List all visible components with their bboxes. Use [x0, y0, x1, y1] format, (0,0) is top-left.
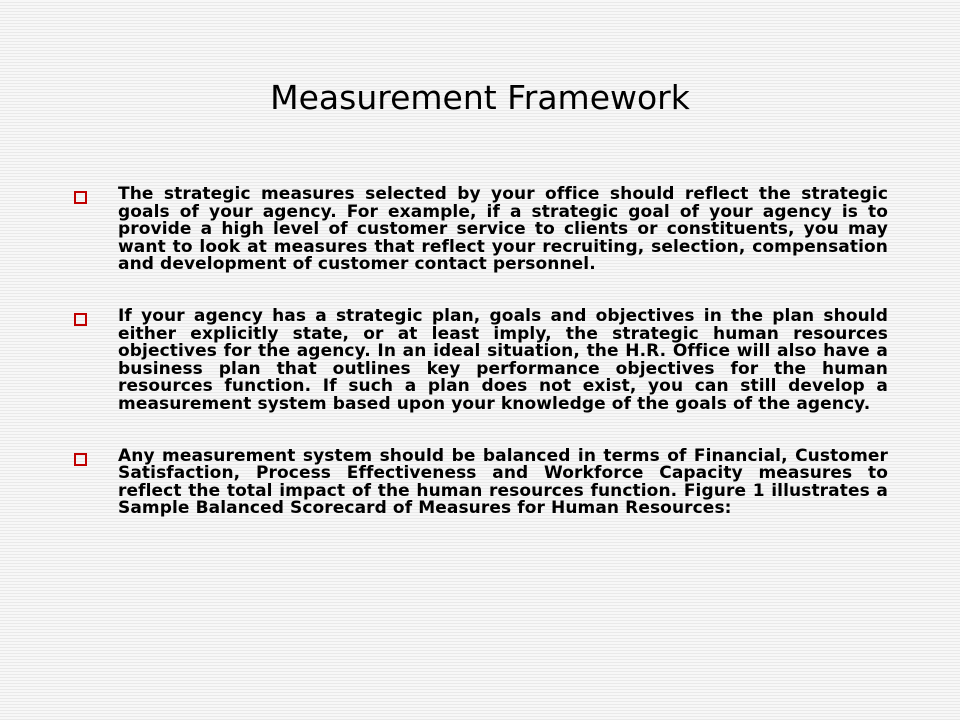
hollow-square-bullet-icon [74, 453, 87, 466]
bullet-text: Any measurement system should be balanced in terms of Financial, Customer Satisfaction, Process Effectiveness and Workforce Capacity measures to reflect the total impact of the human resources function. Figure 1 illustrates a Sample Balanced Scorecard of Measures for Human Resources: [118, 445, 888, 519]
hollow-square-bullet-icon [74, 191, 87, 204]
bullet-item [72, 445, 888, 519]
bullet-list [72, 186, 888, 552]
bullet-item [72, 186, 888, 274]
hollow-square-bullet-icon [74, 313, 87, 326]
bullet-item [72, 305, 888, 414]
bullet-text: The strategic measures selected by your office should reflect the strategic goals of your agency. For example, if a strategic goal of your agency is to provide a high level of customer service to clients or constituents, you may want to look at measures that reflect your recruiting, selection, compensation and development of customer contact personnel. [118, 184, 888, 275]
slide-title: Measurement Framework [270, 78, 690, 117]
bullet-text: If your agency has a strategic plan, goals and objectives in the plan should either explicitly state, or at least imply, the strategic human resources objectives for the agency. In an ideal situation, the H.R. Office will also have a business plan that outlines key performance objectives for the human resources function. If such a plan does not exist, you can still develop a measurement system based upon your knowledge of the goals of the agency. [118, 305, 888, 414]
